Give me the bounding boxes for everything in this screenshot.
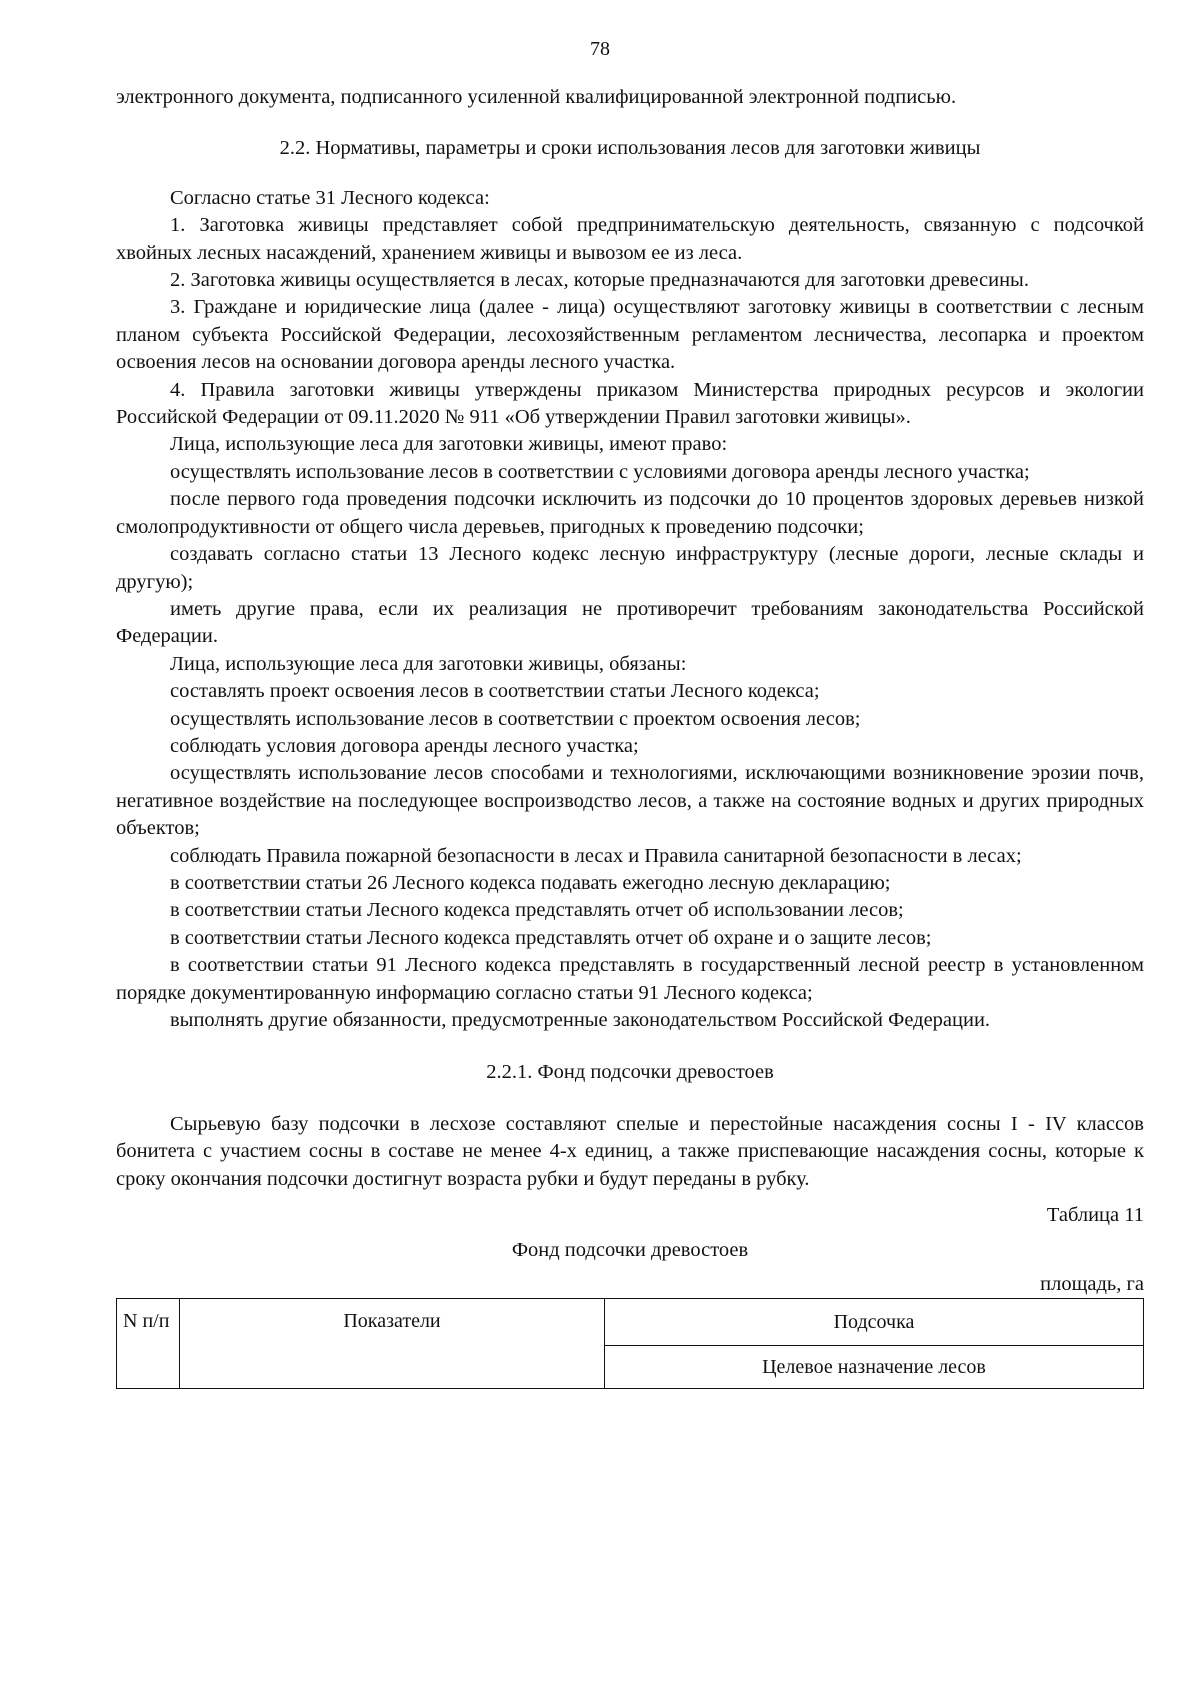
- section-heading-2-2: 2.2. Нормативы, параметры и сроки использования лесов для заготовки живицы: [279, 137, 981, 160]
- paragraph: Согласно статье 31 Лесного кодекса:: [170, 186, 490, 209]
- table-title: Фонд подсочки древостоев: [511, 1239, 749, 1262]
- table-header-row: [117, 1299, 1144, 1346]
- table-units: площадь, га: [1040, 1272, 1144, 1295]
- paragraph: 1. Заготовка живицы представляет собой предпринимательскую деятельность, связанную с подсочкой хвойных лесных насаждений, хранением живицы и вывозом ее из леса.: [116, 214, 1144, 264]
- list-item: составлять проект освоения лесов в соответствии статьи Лесного кодекса;: [170, 680, 820, 703]
- paragraph: 2. Заготовка живицы осуществляется в лесах, которые предназначаются для заготовки древесины.: [170, 269, 1029, 292]
- paragraph: 3. Граждане и юридические лица (далее - лица) осуществляют заготовку живицы в соответствии с лесным планом субъекта Российской Федерации, лесохозяйственным регламентом лесничества, лесопарка и проектом освоения лесов на основании договора аренды лесного участка.: [116, 296, 1144, 374]
- paragraph-continuation: электронного документа, подписанного усиленной квалифицированной электронной подписью.: [116, 86, 957, 108]
- list-item: выполнять другие обязанности, предусмотренные законодательством Российской Федерации.: [170, 1009, 991, 1031]
- page-number: 78: [590, 38, 610, 60]
- header-cell-forest-purpose: Целевое назначение лесов: [605, 1346, 1144, 1389]
- list-item: в соответствии статьи 26 Лесного кодекса подавать ежегодно лесную декларацию;: [170, 871, 891, 894]
- list-item: иметь другие права, если их реализация не противоречит требованиям законодательства Российской Федерации.: [116, 597, 1144, 648]
- list-item: в соответствии статьи Лесного кодекса представлять отчет об использовании лесов;: [170, 899, 904, 922]
- paragraph: Сырьевую базу подсочки в лесхозе составляют спелые и перестойные насаждения сосны I - IV классов бонитета с участием сосны в составе не менее 4-х единиц, а также приспевающие насаждения сосны, которые к сроку окончания подсочки достигнут возраста рубки и будут переданы в рубку.: [116, 1112, 1144, 1190]
- document-body: [116, 84, 1144, 1389]
- list-item: осуществлять использование лесов в соответствии с условиями договора аренды лесного участка;: [170, 460, 1030, 483]
- header-cell-number: N п/п: [117, 1299, 180, 1389]
- list-item: осуществлять использование лесов способами и технологиями, исключающими возникновение эрозии почв, негативное воздействие на последующее воспроизводство лесов, а также на состояние водных и других природных объектов;: [116, 762, 1144, 840]
- list-item: создавать согласно статьи 13 Лесного кодекс лесную инфраструктуру (лесные дороги, лесные склады и другую);: [116, 543, 1144, 593]
- list-item: после первого года проведения подсочки исключить из подсочки до 10 процентов здоровых деревьев низкой смолопродуктивности от общего числа деревьев, пригодных к проведению подсочки;: [116, 488, 1144, 538]
- list-item: осуществлять использование лесов в соответствии с проектом освоения лесов;: [170, 707, 861, 730]
- paragraph: Лица, использующие леса для заготовки живицы, имеют право:: [170, 433, 728, 456]
- paragraph: 4. Правила заготовки живицы утверждены приказом Министерства природных ресурсов и экологии Российской Федерации от 09.11.2020 № 911 «Об утверждении Правил заготовки живицы».: [116, 378, 1144, 429]
- header-cell-tapping: Подсочка: [605, 1299, 1144, 1346]
- list-item: в соответствии статьи 91 Лесного кодекса представлять в государственный лесной реестр в установленном порядке документированную информацию согласно статьи 91 Лесного кодекса;: [116, 954, 1144, 1004]
- paragraph: Лица, использующие леса для заготовки живицы, обязаны:: [170, 652, 687, 675]
- section-heading-2-2-1: 2.2.1. Фонд подсочки древостоев: [486, 1061, 774, 1084]
- list-item: соблюдать условия договора аренды лесного участка;: [170, 734, 639, 757]
- table-caption: Таблица 11: [1046, 1204, 1144, 1227]
- list-item: соблюдать Правила пожарной безопасности в лесах и Правила санитарной безопасности в лесах;: [170, 844, 1022, 867]
- list-item: в соответствии статьи Лесного кодекса представлять отчет об охране и о защите лесов;: [170, 926, 932, 949]
- fund-table: [116, 1298, 1144, 1389]
- header-cell-indicators: Показатели: [180, 1299, 605, 1389]
